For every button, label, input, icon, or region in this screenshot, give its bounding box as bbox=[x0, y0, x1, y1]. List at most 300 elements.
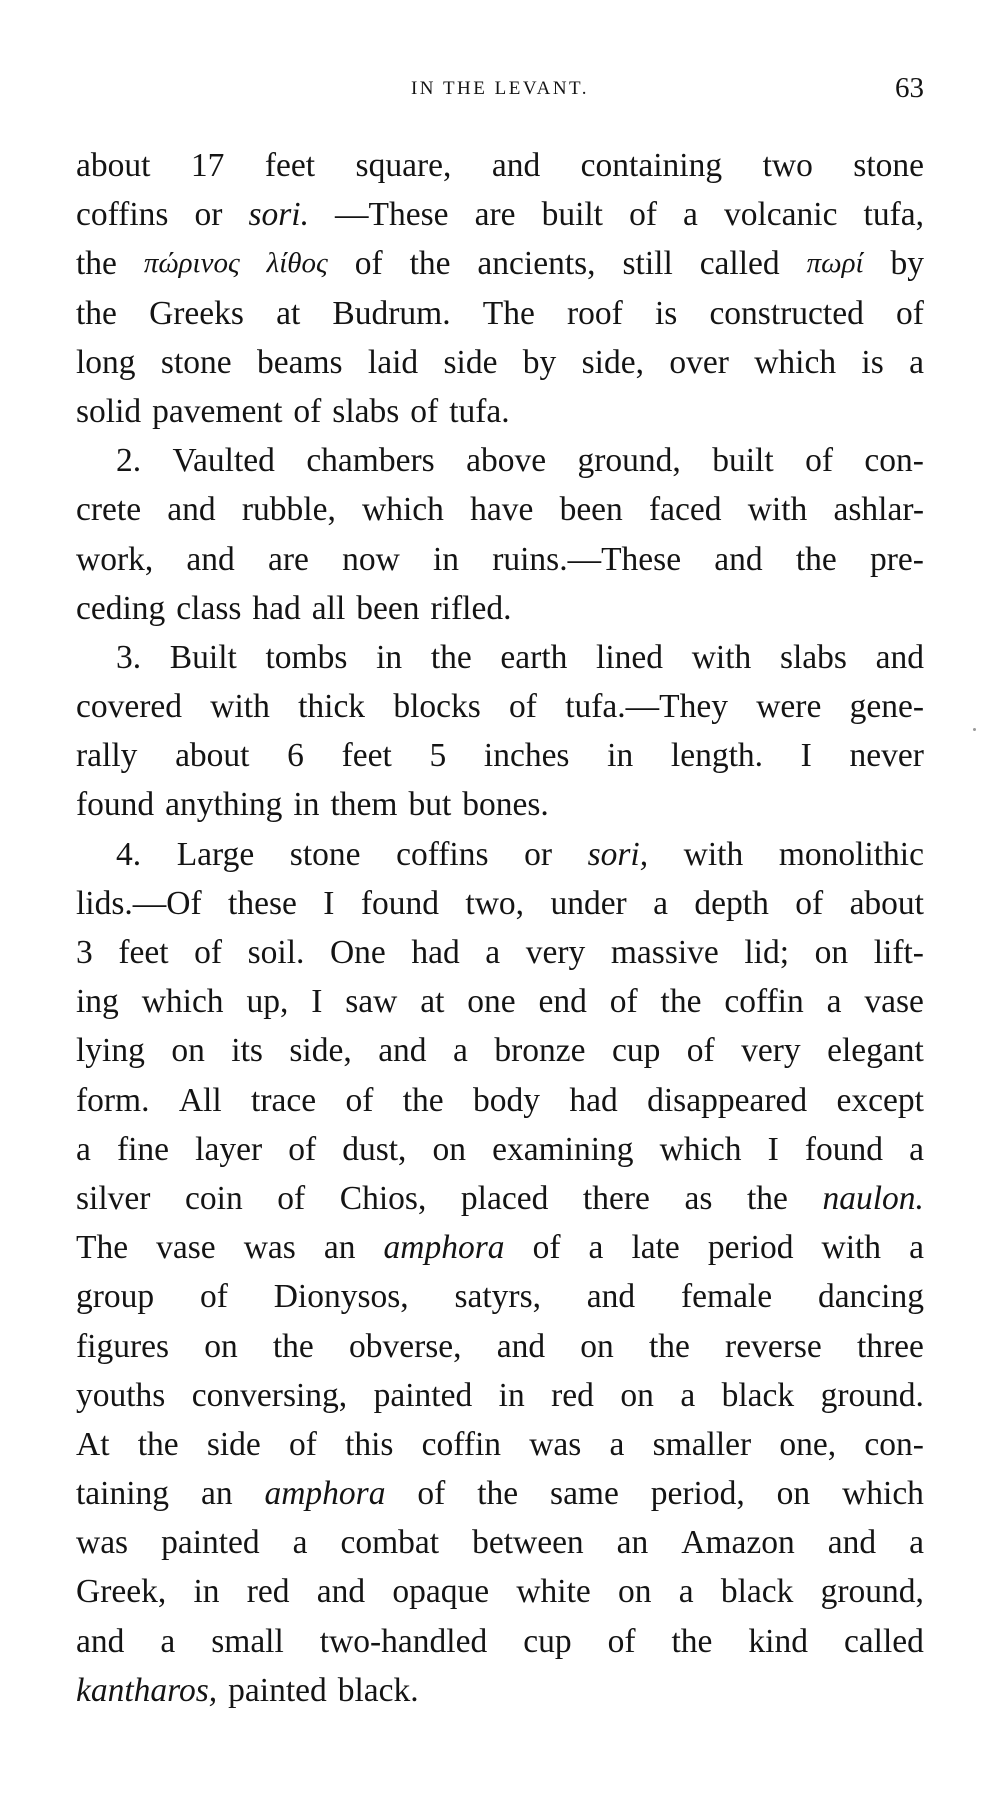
word: had bbox=[569, 1081, 618, 1119]
word: stone bbox=[853, 147, 924, 184]
word: Greek, bbox=[76, 1573, 167, 1611]
word: work, bbox=[76, 540, 154, 578]
word: saw bbox=[345, 983, 398, 1021]
word: amphora bbox=[264, 1475, 386, 1513]
word: rifled. bbox=[430, 589, 512, 627]
word: under bbox=[550, 884, 627, 922]
word: on bbox=[620, 1376, 654, 1414]
text-line bbox=[76, 1272, 924, 1321]
word: them bbox=[330, 786, 398, 824]
word: above bbox=[466, 442, 547, 480]
word: side, bbox=[581, 343, 644, 381]
word: the bbox=[648, 1327, 690, 1365]
word: constructed bbox=[709, 294, 864, 332]
word: taining bbox=[76, 1475, 170, 1513]
word: ancients, bbox=[477, 245, 596, 283]
word: the bbox=[402, 1081, 444, 1119]
word: of bbox=[532, 1229, 561, 1267]
word: length. bbox=[670, 737, 763, 775]
word: ground, bbox=[577, 442, 681, 480]
word: Budrum. bbox=[332, 294, 451, 332]
word: of bbox=[293, 392, 322, 430]
text-line bbox=[76, 1420, 924, 1469]
word: 2. bbox=[116, 442, 142, 480]
word: or bbox=[524, 835, 552, 873]
word: monolithic bbox=[778, 835, 924, 873]
word: long bbox=[76, 343, 136, 381]
word: this bbox=[345, 1425, 394, 1463]
word: πωρί bbox=[806, 247, 864, 280]
word: by bbox=[890, 245, 924, 283]
word: of bbox=[629, 196, 657, 234]
word: a bbox=[292, 1524, 308, 1562]
word: built bbox=[541, 196, 603, 234]
word: youths bbox=[76, 1376, 166, 1414]
word: ruins.—These bbox=[492, 540, 682, 578]
word: of bbox=[896, 294, 924, 332]
text-line bbox=[76, 141, 924, 190]
word: in bbox=[293, 786, 320, 824]
word: late bbox=[631, 1229, 680, 1267]
word: πώρινος bbox=[143, 247, 240, 280]
word: ground. bbox=[820, 1376, 924, 1414]
word: an bbox=[200, 1475, 233, 1513]
page-number: 63 bbox=[895, 72, 924, 104]
text-line bbox=[76, 633, 924, 682]
word: tufa. bbox=[449, 392, 510, 430]
word: been bbox=[559, 491, 623, 529]
word: feet bbox=[341, 737, 392, 775]
word: on bbox=[432, 1130, 467, 1168]
word: coffins bbox=[396, 835, 489, 873]
word: sori, bbox=[587, 835, 649, 873]
word: one, bbox=[779, 1425, 837, 1463]
word: of bbox=[194, 934, 223, 971]
word: tombs bbox=[265, 638, 348, 676]
word: of bbox=[354, 245, 383, 283]
word: except bbox=[836, 1081, 924, 1119]
word: Built bbox=[169, 638, 237, 676]
word: all bbox=[311, 589, 346, 627]
word: black bbox=[720, 1573, 794, 1611]
word: covered bbox=[76, 688, 183, 726]
word: the bbox=[137, 1425, 179, 1463]
word: stone bbox=[160, 343, 232, 381]
word: dust, bbox=[342, 1130, 407, 1168]
word: layer bbox=[195, 1130, 263, 1168]
word: coffin bbox=[421, 1425, 502, 1463]
word: naulon. bbox=[822, 1179, 924, 1217]
word: these bbox=[228, 884, 297, 922]
word: painted bbox=[228, 1671, 327, 1709]
word: tufa, bbox=[863, 196, 924, 234]
word: painted bbox=[373, 1376, 473, 1414]
word: Greeks bbox=[149, 294, 244, 332]
word: containing bbox=[580, 147, 723, 184]
word: roof bbox=[566, 294, 623, 332]
word: as bbox=[684, 1179, 713, 1217]
text-line bbox=[76, 1174, 924, 1223]
word: and bbox=[714, 540, 763, 578]
word: and bbox=[186, 540, 235, 578]
word: now bbox=[342, 540, 400, 578]
word: black. bbox=[337, 1671, 419, 1709]
word: a bbox=[909, 343, 924, 381]
word: of bbox=[686, 1032, 715, 1070]
word: dancing bbox=[817, 1278, 924, 1316]
word: opaque bbox=[392, 1573, 490, 1611]
word: kantharos, bbox=[76, 1671, 218, 1709]
text-line bbox=[76, 289, 924, 338]
word: on bbox=[204, 1327, 238, 1365]
word: feet bbox=[264, 147, 316, 184]
word: which bbox=[141, 983, 224, 1021]
word: period, bbox=[650, 1475, 745, 1513]
word: in bbox=[432, 540, 460, 578]
word: which bbox=[659, 1130, 742, 1168]
word: are bbox=[474, 196, 516, 234]
word: in bbox=[193, 1573, 220, 1611]
word: I bbox=[767, 1130, 779, 1168]
word: and bbox=[167, 491, 216, 529]
word: red bbox=[551, 1376, 594, 1414]
word: tufa.—They bbox=[565, 688, 728, 726]
word: of bbox=[288, 1130, 317, 1168]
word: Chios, bbox=[339, 1179, 427, 1217]
word: of bbox=[607, 1622, 636, 1660]
word: a bbox=[653, 884, 668, 922]
word: at bbox=[276, 294, 301, 332]
word: are bbox=[267, 540, 309, 578]
word: fine bbox=[116, 1130, 170, 1168]
word: and bbox=[378, 1032, 427, 1070]
word: were bbox=[756, 688, 822, 726]
word: of bbox=[277, 1179, 306, 1217]
text-line bbox=[76, 928, 924, 977]
word: there bbox=[582, 1179, 650, 1217]
word: the bbox=[671, 1622, 713, 1660]
word: red bbox=[246, 1573, 290, 1611]
word: had bbox=[252, 589, 301, 627]
word: up, bbox=[246, 983, 289, 1021]
word: was bbox=[76, 1524, 129, 1562]
word: beams bbox=[256, 343, 343, 381]
running-head bbox=[76, 72, 924, 108]
text-line bbox=[76, 1518, 924, 1567]
word: satyrs, bbox=[454, 1278, 541, 1316]
word: crete bbox=[76, 491, 142, 529]
word: Large bbox=[176, 835, 255, 873]
word: a bbox=[609, 1425, 625, 1463]
word: of bbox=[410, 392, 439, 430]
word: on bbox=[171, 1032, 205, 1070]
word: class bbox=[176, 589, 242, 627]
word: 3 bbox=[76, 934, 93, 971]
word: massive bbox=[610, 934, 719, 971]
word: a bbox=[909, 1524, 924, 1562]
text-line bbox=[76, 387, 924, 436]
word: a bbox=[485, 934, 501, 971]
word: examining bbox=[492, 1130, 634, 1168]
word: a bbox=[683, 196, 698, 234]
word: found bbox=[360, 884, 439, 922]
word: on bbox=[814, 934, 849, 971]
word: soil. bbox=[247, 934, 305, 971]
word: vase bbox=[864, 983, 924, 1021]
running-title: IN THE LEVANT. bbox=[410, 78, 589, 99]
word: found bbox=[804, 1130, 884, 1168]
word: the bbox=[660, 983, 702, 1021]
text-line bbox=[76, 1567, 924, 1616]
word: the bbox=[272, 1327, 314, 1365]
word: and bbox=[586, 1278, 636, 1316]
word: two-handled bbox=[319, 1622, 488, 1660]
text-line bbox=[76, 977, 924, 1026]
word: elegant bbox=[827, 1032, 924, 1070]
word: of bbox=[609, 983, 638, 1021]
word: 5 bbox=[429, 737, 447, 775]
word: of bbox=[345, 1081, 374, 1119]
word: white bbox=[516, 1573, 591, 1611]
word: of bbox=[805, 442, 833, 480]
text-line bbox=[76, 1371, 924, 1420]
word: thick bbox=[298, 688, 366, 726]
word: ceding bbox=[76, 589, 166, 627]
text-line bbox=[76, 1076, 924, 1125]
word: λίθος bbox=[266, 247, 328, 280]
word: cup bbox=[611, 1032, 661, 1070]
word: reverse bbox=[725, 1327, 822, 1365]
word: called bbox=[699, 245, 780, 283]
word: same bbox=[550, 1475, 619, 1513]
word: solid bbox=[76, 392, 142, 430]
word: placed bbox=[460, 1179, 549, 1217]
text-line bbox=[76, 1666, 924, 1715]
word: coffins bbox=[76, 196, 169, 234]
text-line bbox=[76, 436, 924, 485]
word: square, bbox=[355, 147, 452, 184]
word: I bbox=[800, 737, 812, 775]
word: at bbox=[420, 983, 445, 1021]
word: volcanic bbox=[723, 196, 838, 234]
word: with bbox=[210, 688, 270, 726]
word: found bbox=[76, 786, 155, 824]
text-line bbox=[76, 485, 924, 534]
word: and bbox=[76, 1622, 125, 1660]
word: a bbox=[909, 1229, 924, 1267]
word: I bbox=[311, 983, 323, 1021]
word: feet bbox=[118, 934, 169, 971]
word: an bbox=[323, 1229, 356, 1267]
text-line bbox=[76, 190, 924, 239]
word: of bbox=[795, 884, 824, 922]
word: small bbox=[211, 1622, 284, 1660]
word: Dionysos, bbox=[273, 1278, 409, 1316]
word: The bbox=[76, 1229, 129, 1267]
word: but bbox=[408, 786, 452, 824]
word: figures bbox=[76, 1327, 170, 1365]
word: lying bbox=[76, 1032, 145, 1070]
word: lid; bbox=[744, 934, 790, 971]
word: pre- bbox=[869, 540, 924, 578]
word: All bbox=[178, 1081, 222, 1119]
word: conversing, bbox=[191, 1376, 348, 1414]
text-line bbox=[76, 1469, 924, 1518]
word: body bbox=[473, 1081, 541, 1119]
word: depth bbox=[694, 884, 769, 922]
text-line bbox=[76, 584, 924, 633]
word: is bbox=[654, 294, 678, 332]
word: side, bbox=[289, 1032, 352, 1070]
word: silver bbox=[76, 1179, 151, 1217]
word: con- bbox=[864, 442, 924, 480]
word: called bbox=[843, 1622, 924, 1660]
word: three bbox=[856, 1327, 924, 1365]
word: the bbox=[409, 245, 451, 283]
body-text bbox=[76, 141, 924, 1715]
word: sori. bbox=[248, 196, 309, 234]
word: pavement bbox=[152, 392, 283, 430]
word: by bbox=[522, 343, 557, 381]
text-line bbox=[76, 1223, 924, 1272]
word: on bbox=[580, 1327, 614, 1365]
text-line bbox=[76, 682, 924, 731]
text-line bbox=[76, 830, 924, 879]
word: ing bbox=[76, 983, 119, 1021]
word: the bbox=[76, 294, 117, 332]
word: a bbox=[680, 1376, 696, 1414]
word: obverse, bbox=[348, 1327, 462, 1365]
word: on bbox=[618, 1573, 652, 1611]
word: about bbox=[175, 737, 250, 775]
word: was bbox=[529, 1425, 582, 1463]
word: very bbox=[741, 1032, 801, 1070]
word: disappeared bbox=[647, 1081, 808, 1119]
paper-speck bbox=[973, 728, 976, 731]
word: One bbox=[329, 934, 386, 971]
word: 4. bbox=[116, 835, 142, 873]
word: black bbox=[721, 1376, 795, 1414]
word: and bbox=[875, 638, 924, 676]
word: bones. bbox=[462, 786, 549, 824]
word: 17 bbox=[190, 147, 225, 184]
word: about bbox=[76, 147, 151, 184]
word: in bbox=[607, 737, 634, 775]
word: coffin bbox=[724, 983, 804, 1021]
word: about bbox=[849, 884, 924, 922]
word: the bbox=[76, 245, 117, 283]
word: its bbox=[231, 1032, 263, 1070]
text-line bbox=[76, 780, 924, 829]
word: of bbox=[288, 1425, 317, 1463]
text-line bbox=[76, 1026, 924, 1075]
word: amphora bbox=[383, 1229, 505, 1267]
word: a bbox=[588, 1229, 604, 1267]
word: lids.—Of bbox=[76, 884, 202, 922]
word: and bbox=[316, 1573, 366, 1611]
word: been bbox=[356, 589, 420, 627]
word: with bbox=[683, 835, 744, 873]
word: over bbox=[669, 343, 729, 381]
word: kind bbox=[748, 1622, 808, 1660]
word: which bbox=[362, 491, 444, 529]
word: between bbox=[472, 1524, 584, 1562]
word: slabs bbox=[332, 392, 400, 430]
word: anything bbox=[165, 786, 283, 824]
text-line bbox=[76, 535, 924, 584]
word: of bbox=[509, 688, 537, 726]
word: blocks bbox=[393, 688, 481, 726]
word: the bbox=[477, 1475, 519, 1513]
word: end bbox=[538, 983, 587, 1021]
word: smaller bbox=[652, 1425, 752, 1463]
word: in bbox=[376, 638, 403, 676]
word: have bbox=[470, 491, 534, 529]
word: group bbox=[76, 1278, 155, 1316]
word: never bbox=[849, 737, 924, 775]
word: still bbox=[622, 245, 673, 283]
word: on bbox=[776, 1475, 811, 1513]
word: gene- bbox=[849, 688, 924, 726]
word: in bbox=[498, 1376, 525, 1414]
word: the bbox=[746, 1179, 788, 1217]
word: side bbox=[443, 343, 498, 381]
word: built bbox=[712, 442, 774, 480]
word: a bbox=[453, 1032, 468, 1070]
word: Vaulted bbox=[172, 442, 275, 480]
word: which bbox=[754, 343, 837, 381]
word: cup bbox=[523, 1622, 572, 1660]
word: earth bbox=[500, 638, 568, 676]
word: very bbox=[525, 934, 586, 971]
word: painted bbox=[161, 1524, 260, 1562]
word: had bbox=[411, 934, 460, 971]
word: vase bbox=[156, 1229, 216, 1267]
word: lined bbox=[596, 638, 664, 676]
word: female bbox=[680, 1278, 773, 1316]
text-line bbox=[76, 879, 924, 928]
word: ashlar- bbox=[833, 491, 924, 529]
word: the bbox=[795, 540, 837, 578]
text-line bbox=[76, 338, 924, 387]
word: I bbox=[323, 884, 335, 922]
word: laid bbox=[367, 343, 419, 381]
text-line bbox=[76, 1125, 924, 1174]
word: two bbox=[762, 147, 813, 184]
word: a bbox=[76, 1130, 91, 1168]
word: one bbox=[467, 983, 516, 1021]
word: a bbox=[678, 1573, 694, 1611]
word: and bbox=[491, 147, 541, 184]
word: period bbox=[707, 1229, 794, 1267]
word: side bbox=[206, 1425, 261, 1463]
text-line bbox=[76, 1617, 924, 1666]
text-line bbox=[76, 239, 924, 288]
word: or bbox=[194, 196, 223, 234]
word: two, bbox=[465, 884, 525, 922]
word: At bbox=[76, 1425, 110, 1463]
word: and bbox=[496, 1327, 546, 1365]
word: was bbox=[243, 1229, 296, 1267]
word: ground, bbox=[820, 1573, 924, 1611]
word: lift- bbox=[873, 934, 924, 971]
word: of bbox=[199, 1278, 228, 1316]
word: with bbox=[691, 638, 752, 676]
word: con- bbox=[864, 1425, 924, 1463]
word: form. bbox=[76, 1081, 150, 1119]
word: with bbox=[821, 1229, 882, 1267]
word: which bbox=[842, 1475, 924, 1513]
